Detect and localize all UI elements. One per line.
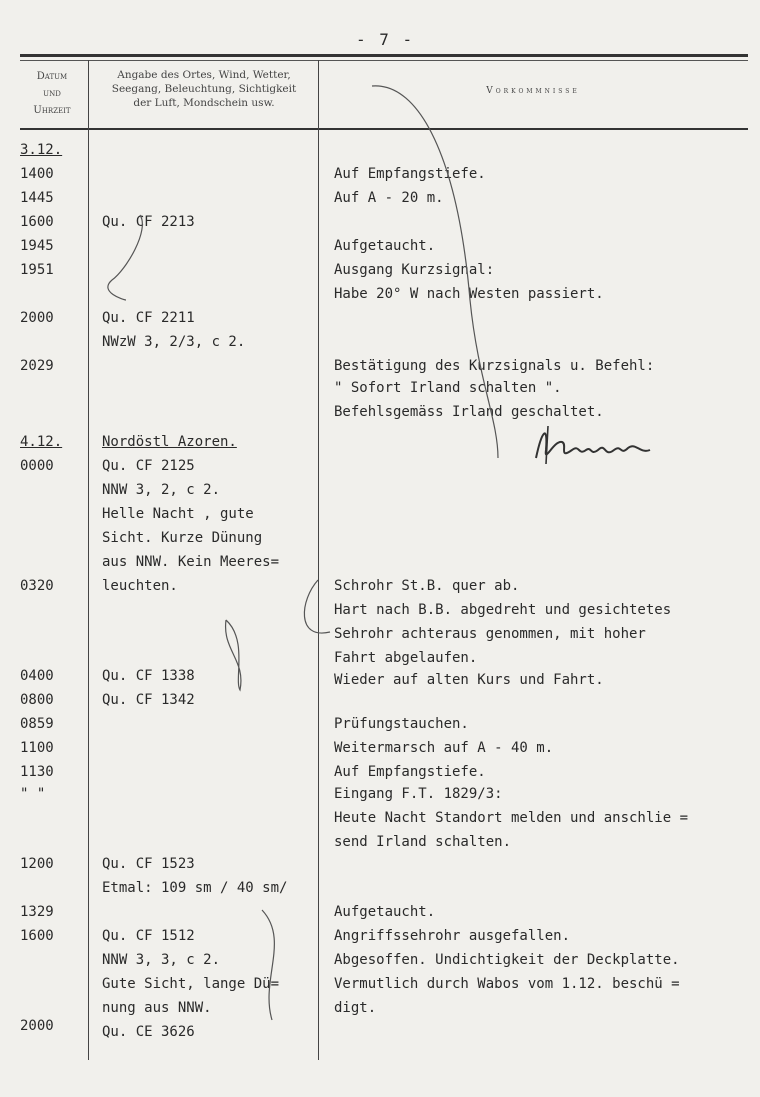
- place-entry: Qu. CF 2213: [102, 214, 195, 230]
- event-entry: digt.: [334, 1000, 377, 1016]
- time-entry: 2000: [20, 310, 54, 326]
- header-rule: [20, 128, 748, 130]
- place-entry: Etmal: 109 sm / 40 sm/: [102, 880, 288, 896]
- time-entry: 0320: [20, 578, 54, 594]
- place-entry: aus NNW. Kein Meeres=: [102, 554, 280, 570]
- handwritten-signature: [528, 420, 658, 470]
- header-line: Angabe des Ortes, Wind, Wetter,: [117, 69, 291, 81]
- time-entry: 1445: [20, 190, 54, 206]
- place-entry: Qu. CF 2125: [102, 458, 195, 474]
- place-entry: Gute Sicht, lange Dü=: [102, 976, 280, 992]
- event-entry: Vermutlich durch Wabos vom 1.12. beschü =: [334, 976, 680, 992]
- header-date-time: [20, 68, 84, 119]
- top-rule: [20, 54, 748, 57]
- event-entry: Bestätigung des Kurzsignals u. Befehl:: [334, 358, 655, 374]
- event-entry: Auf Empfangstiefe.: [334, 764, 486, 780]
- header-line: Seegang, Beleuchtung, Sichtigkeit: [111, 83, 297, 95]
- header-line: und: [43, 88, 61, 99]
- event-entry: Angriffssehrohr ausgefallen.: [334, 928, 571, 944]
- time-entry: 0859: [20, 716, 54, 732]
- event-entry: Befehlsgemäss Irland geschaltet.: [334, 404, 604, 420]
- event-entry: Heute Nacht Standort melden und anschlie =: [334, 810, 689, 826]
- time-entry: 1100: [20, 740, 54, 756]
- event-entry: Sehrohr achteraus genommen, mit hoher: [334, 626, 646, 642]
- place-entry: NNW 3, 2, c 2.: [102, 482, 221, 498]
- header-line: Uhrzeit: [33, 105, 71, 116]
- place-entry: Qu. CE 3626: [102, 1024, 195, 1040]
- column-divider-1: [88, 60, 89, 1060]
- time-entry: 1200: [20, 856, 54, 872]
- event-entry: Abgesoffen. Undichtigkeit der Deckplatte.: [334, 952, 680, 968]
- header-place-weather: [90, 68, 318, 110]
- place-entry: Nordöstl Azoren.: [102, 434, 237, 450]
- event-entry: Weitermarsch auf A - 40 m.: [334, 740, 554, 756]
- time-entry: 0800: [20, 692, 54, 708]
- place-entry: Sicht. Kurze Dünung: [102, 530, 263, 546]
- header-line: der Luft, Mondschein usw.: [133, 97, 275, 109]
- column-divider-2: [318, 60, 319, 1060]
- time-entry: 3.12.: [20, 142, 63, 158]
- event-entry: Ausgang Kurzsignal:: [334, 262, 495, 278]
- top-rule-thin: [20, 60, 748, 61]
- time-entry: 1400: [20, 166, 54, 182]
- place-entry: Qu. CF 2211: [102, 310, 195, 326]
- time-entry: 1130: [20, 764, 54, 780]
- time-entry: 0400: [20, 668, 54, 684]
- place-entry: NWzW 3, 2/3, c 2.: [102, 334, 246, 350]
- time-entry: 1600: [20, 928, 54, 944]
- header-line: Datum: [36, 71, 68, 82]
- place-entry: Qu. CF 1512: [102, 928, 195, 944]
- event-entry: Schrohr St.B. quer ab.: [334, 578, 520, 594]
- time-entry: 1945: [20, 238, 54, 254]
- event-entry: Fahrt abgelaufen.: [334, 650, 478, 666]
- event-entry: Hart nach B.B. abgedreht und gesichtetes: [334, 602, 672, 618]
- place-entry: Helle Nacht , gute: [102, 506, 254, 522]
- place-entry: nung aus NNW.: [102, 1000, 212, 1016]
- event-entry: Wieder auf alten Kurs und Fahrt.: [334, 672, 604, 688]
- time-entry: 1329: [20, 904, 54, 920]
- event-entry: Aufgetaucht.: [334, 238, 436, 254]
- event-entry: Prüfungstauchen.: [334, 716, 469, 732]
- header-events: Vorkommnisse: [486, 86, 580, 96]
- page-number: - 7 -: [356, 30, 415, 49]
- place-entry: Qu. CF 1523: [102, 856, 195, 872]
- event-entry: Habe 20° W nach Westen passiert.: [334, 286, 604, 302]
- place-entry: Qu. CF 1338: [102, 668, 195, 684]
- event-entry: Eingang F.T. 1829/3:: [334, 786, 503, 802]
- event-entry: Auf Empfangstiefe.: [334, 166, 486, 182]
- place-entry: NNW 3, 3, c 2.: [102, 952, 221, 968]
- time-entry: 1951: [20, 262, 54, 278]
- time-entry: 2000: [20, 1018, 54, 1034]
- event-entry: " Sofort Irland schalten ".: [334, 380, 562, 396]
- place-entry: Qu. CF 1342: [102, 692, 195, 708]
- time-entry: 4.12.: [20, 434, 63, 450]
- time-entry: 0000: [20, 458, 54, 474]
- event-entry: send Irland schalten.: [334, 834, 512, 850]
- place-entry: leuchten.: [102, 578, 178, 594]
- event-entry: Auf A - 20 m.: [334, 190, 444, 206]
- time-entry: " ": [20, 786, 46, 802]
- time-entry: 2029: [20, 358, 54, 374]
- event-entry: Aufgetaucht.: [334, 904, 436, 920]
- time-entry: 1600: [20, 214, 54, 230]
